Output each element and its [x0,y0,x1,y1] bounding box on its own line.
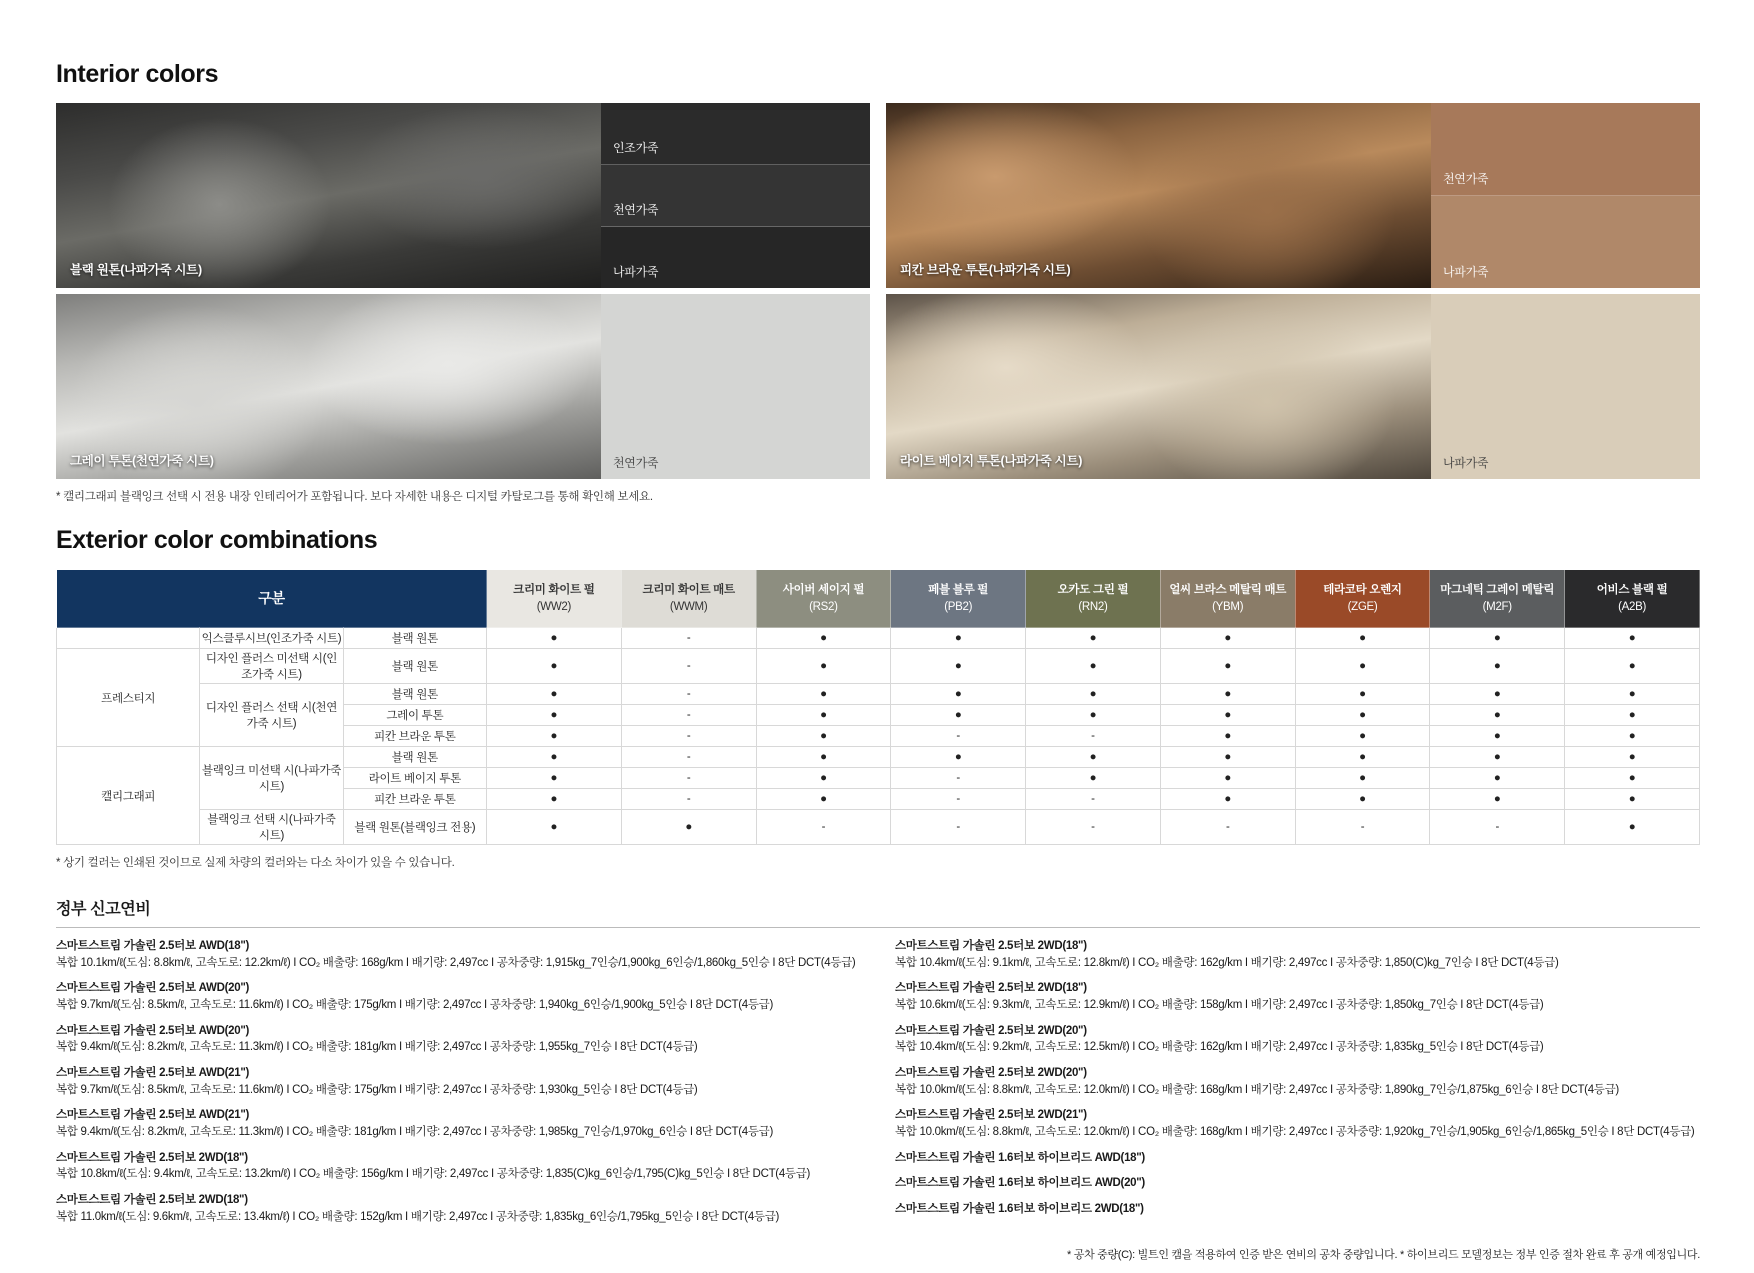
availability-mark: ● [1565,726,1700,747]
fuel-economy-item [895,1107,1700,1140]
table-row [57,810,1700,845]
table-header-color [1026,570,1161,628]
material-swatch-list [601,294,870,479]
availability-mark: ● [1565,810,1700,845]
color-code: (A2B) [1618,600,1647,613]
fuel-model-name: 스마트스트림 가솔린 1.6터보 하이브리드 2WD(18") [895,1203,1144,1216]
availability-mark: - [621,789,756,810]
availability-mark: - [1430,810,1565,845]
availability-mark: ● [756,649,891,684]
divider [56,927,1700,928]
color-code: (WW2) [536,600,572,613]
material-swatch-list [1431,294,1700,479]
color-name: 크리미 화이트 펄 [513,584,595,597]
availability-mark: ● [756,705,891,726]
availability-mark: ● [1430,684,1565,705]
material-swatch-label: 나파가죽 [613,265,659,279]
availability-mark: - [621,726,756,747]
interior-option-label: 피칸 브라운 투톤 [343,789,486,810]
material-swatch [1431,294,1700,479]
table-row [57,628,1700,649]
fuel-economy-note: * 공차 중량(C): 빌트인 캠을 적용하여 인증 받은 연비의 공차 중량입니다. * 하이브리드 모델정보는 정부 인증 절차 완료 후 공개 예정입니다. [1067,1249,1700,1262]
availability-mark: - [621,649,756,684]
material-swatch-label: 나파가죽 [1443,456,1489,470]
color-code: (YBM) [1212,600,1244,613]
trim-group-label: 프레스티지 [57,649,200,747]
availability-mark: ● [1026,747,1161,768]
interior-color-cell [886,294,1700,479]
availability-mark: ● [1430,705,1565,726]
trim-group-label: 캘리그래피 [57,747,200,845]
material-swatch [601,165,870,227]
fuel-economy-item [56,980,861,1013]
availability-mark: ● [1295,747,1430,768]
exterior-footnote: * 상기 컬러는 인쇄된 것이므로 실제 차량의 컬러와는 다소 차이가 있을 수 있습니다. [56,857,455,869]
fuel-list-right [895,938,1700,1234]
fuel-model-detail: 복합 10.4km/ℓ(도심: 9.1km/ℓ, 고속도로: 12.8km/ℓ) I CO₂ 배출량: 162g/km I 배기량: 2,497cc I 공차중량: 1,850(C)kg_7인승 I 8단 DCT(4등급) [895,956,1559,969]
table-header-gubun: 구분 [57,570,487,628]
fuel-economy-item [56,1192,861,1225]
color-name: 사이버 세이지 펄 [782,584,865,597]
availability-mark: ● [1565,649,1700,684]
trim-option-label: 디자인 플러스 미선택 시(인조가죽 시트) [200,649,343,684]
availability-mark: ● [487,789,622,810]
interior-photo-caption: 라이트 베이지 투톤(나파가죽 시트) [900,454,1083,468]
availability-mark: ● [1026,684,1161,705]
fuel-model-detail: 복합 10.0km/ℓ(도심: 8.8km/ℓ, 고속도로: 12.0km/ℓ) I CO₂ 배출량: 168g/km I 배기량: 2,497cc I 공차중량: 1,890kg_7인승/1,875kg_6인승 I 8단 DCT(4등급) [895,1083,1619,1096]
interior-color-cell [56,294,870,479]
fuel-economy-item [895,1201,1700,1218]
availability-mark: ● [1160,768,1295,789]
availability-mark: ● [756,768,891,789]
availability-mark: - [621,768,756,789]
exterior-colors-section [56,526,1700,870]
color-code: (M2F) [1482,600,1512,613]
availability-mark: ● [1295,628,1430,649]
interior-photo-caption: 그레이 투톤(천연가죽 시트) [70,454,214,468]
availability-mark: ● [487,810,622,845]
table-header-color [1160,570,1295,628]
exterior-colors-title: Exterior color combinations [56,526,378,554]
material-swatch [1431,196,1700,288]
availability-mark: ● [1430,649,1565,684]
fuel-model-detail: 복합 10.4km/ℓ(도심: 9.2km/ℓ, 고속도로: 12.5km/ℓ) I CO₂ 배출량: 162g/km I 배기량: 2,497cc I 공차중량: 1,835kg_5인승 I 8단 DCT(4등급) [895,1041,1544,1054]
availability-mark: ● [1565,789,1700,810]
color-name: 어비스 블랙 펄 [1596,584,1668,597]
fuel-model-detail: 복합 10.1km/ℓ(도심: 8.8km/ℓ, 고속도로: 12.2km/ℓ) I CO₂ 배출량: 168g/km I 배기량: 2,497cc I 공차중량: 1,915kg_7인승/1,900kg_6인승/1,860kg_5인승 I 8단 DCT(4등급) [56,956,856,969]
availability-mark: ● [487,726,622,747]
table-header-color [1430,570,1565,628]
fuel-model-name: 스마트스트림 가솔린 2.5터보 AWD(21") [56,1067,250,1080]
availability-mark: - [891,768,1026,789]
availability-mark: - [621,684,756,705]
interior-option-label: 블랙 원톤 [343,684,486,705]
availability-mark: ● [891,684,1026,705]
material-swatch-label: 인조가죽 [613,141,659,155]
fuel-economy-item [895,1150,1700,1167]
interior-photo [886,294,1431,479]
color-code: (PB2) [944,600,973,613]
availability-mark: - [891,789,1026,810]
availability-mark: ● [756,789,891,810]
availability-mark: - [621,747,756,768]
availability-mark: - [891,726,1026,747]
color-code: (RS2) [809,600,838,613]
availability-mark: - [1160,810,1295,845]
color-code: (RN2) [1078,600,1108,613]
material-swatch-label: 나파가죽 [1443,265,1489,279]
material-swatch-label: 천연가죽 [1443,172,1489,186]
availability-mark: ● [487,684,622,705]
availability-mark: - [1026,810,1161,845]
interior-option-label: 그레이 투톤 [343,705,486,726]
fuel-economy-item [56,1150,861,1183]
exterior-color-table [56,569,1700,845]
availability-mark: ● [1160,747,1295,768]
availability-mark: ● [1565,747,1700,768]
interior-option-label: 블랙 원톤 [343,628,486,649]
availability-mark: ● [891,628,1026,649]
availability-mark: ● [1160,705,1295,726]
table-header-color [1295,570,1430,628]
availability-mark: ● [1430,789,1565,810]
availability-mark: ● [1295,684,1430,705]
fuel-economy-item [895,1175,1700,1192]
fuel-economy-item [895,1065,1700,1098]
fuel-list-left [56,938,861,1234]
color-name: 페블 블루 펄 [928,584,989,597]
fuel-economy-title: 정부 신고연비 [56,901,151,918]
table-head [57,570,1700,628]
availability-mark: ● [891,649,1026,684]
interior-option-label: 블랙 원톤 [343,747,486,768]
color-name: 얼씨 브라스 메탈릭 매트 [1169,584,1287,597]
availability-mark: ● [1026,768,1161,789]
availability-mark: ● [487,768,622,789]
availability-mark: ● [1565,628,1700,649]
fuel-model-name: 스마트스트림 가솔린 2.5터보 2WD(18") [56,1194,248,1207]
material-swatch [601,103,870,165]
fuel-model-detail: 복합 10.6km/ℓ(도심: 9.3km/ℓ, 고속도로: 12.9km/ℓ) I CO₂ 배출량: 158g/km I 배기량: 2,497cc I 공차중량: 1,850kg_7인승 I 8단 DCT(4등급) [895,999,1544,1012]
availability-mark: - [1295,810,1430,845]
table-header-color [1565,570,1700,628]
availability-mark: ● [1295,789,1430,810]
table-header-color [756,570,891,628]
fuel-economy-item [56,938,861,971]
color-name: 오카도 그린 펄 [1057,584,1129,597]
availability-mark: ● [1160,684,1295,705]
material-swatch-label: 천연가죽 [613,203,659,217]
trim-option-label: 블랙잉크 미선택 시(나파가죽 시트) [200,747,343,810]
availability-mark: ● [1160,628,1295,649]
availability-mark: ● [1565,705,1700,726]
availability-mark: ● [487,628,622,649]
table-header-color [891,570,1026,628]
availability-mark: ● [1430,628,1565,649]
table-row [57,747,1700,768]
availability-mark: ● [891,747,1026,768]
material-swatch [1431,103,1700,196]
color-name: 마그네틱 그레이 메탈릭 [1440,584,1555,597]
fuel-model-detail: 복합 9.4km/ℓ(도심: 8.2km/ℓ, 고속도로: 11.3km/ℓ) I CO₂ 배출량: 181g/km I 배기량: 2,497cc I 공차중량: 1,985kg_7인승/1,970kg_6인승 I 8단 DCT(4등급) [56,1126,773,1139]
availability-mark: ● [1160,649,1295,684]
availability-mark: - [756,810,891,845]
interior-color-cell [886,103,1700,288]
fuel-model-name: 스마트스트림 가솔린 1.6터보 하이브리드 AWD(18") [895,1151,1145,1164]
material-swatch-list [1431,103,1700,288]
trim-option-label: 익스클루시브(인조가죽 시트) [200,628,343,649]
availability-mark: ● [1160,789,1295,810]
fuel-model-detail: 복합 11.0km/ℓ(도심: 9.6km/ℓ, 고속도로: 13.4km/ℓ) I CO₂ 배출량: 152g/km I 배기량: 2,497cc I 공차중량: 1,835kg_6인승/1,795kg_5인승 I 8단 DCT(4등급) [56,1210,780,1223]
interior-color-cell [56,103,870,288]
interior-option-label: 피칸 브라운 투톤 [343,726,486,747]
availability-mark: ● [756,726,891,747]
fuel-model-detail: 복합 9.7km/ℓ(도심: 8.5km/ℓ, 고속도로: 11.6km/ℓ) I CO₂ 배출량: 175g/km I 배기량: 2,497cc I 공차중량: 1,930kg_5인승 I 8단 DCT(4등급) [56,1083,698,1096]
interior-photo [886,103,1431,288]
availability-mark: ● [1295,649,1430,684]
color-name: 테라코타 오렌지 [1323,584,1402,597]
interior-photo [56,103,601,288]
fuel-model-name: 스마트스트림 가솔린 2.5터보 2WD(18") [56,1151,248,1164]
interior-colors-title: Interior colors [56,60,219,88]
availability-mark: ● [1295,705,1430,726]
fuel-model-detail: 복합 9.4km/ℓ(도심: 8.2km/ℓ, 고속도로: 11.3km/ℓ) I CO₂ 배출량: 181g/km I 배기량: 2,497cc I 공차중량: 1,955kg_7인승 I 8단 DCT(4등급) [56,1041,698,1054]
table-header-color [621,570,756,628]
color-code: (WWM) [669,600,708,613]
trim-option-label: 디자인 플러스 선택 시(천연가죽 시트) [200,684,343,747]
interior-option-label: 라이트 베이지 투톤 [343,768,486,789]
availability-mark: ● [621,810,756,845]
fuel-model-detail: 복합 10.8km/ℓ(도심: 9.4km/ℓ, 고속도로: 13.2km/ℓ) I CO₂ 배출량: 156g/km I 배기량: 2,497cc I 공차중량: 1,835(C)kg_6인승/1,795(C)kg_5인승 I 8단 DCT(4등급) [56,1168,811,1181]
fuel-model-name: 스마트스트림 가솔린 2.5터보 AWD(20") [56,982,250,995]
fuel-economy-item [895,980,1700,1013]
availability-mark: ● [1160,726,1295,747]
fuel-economy-item [895,938,1700,971]
fuel-model-name: 스마트스트림 가솔린 2.5터보 2WD(20") [895,1024,1087,1037]
availability-mark: ● [487,747,622,768]
fuel-model-name: 스마트스트림 가솔린 2.5터보 AWD(21") [56,1109,250,1122]
table-header-color [487,570,622,628]
interior-photo-caption: 피칸 브라운 투톤(나파가죽 시트) [900,263,1071,277]
availability-mark: ● [1026,705,1161,726]
table-header-row [57,570,1700,628]
table-row [57,684,1700,705]
interior-option-label: 블랙 원톤 [343,649,486,684]
fuel-model-name: 스마트스트림 가솔린 2.5터보 2WD(18") [895,940,1087,952]
availability-mark: ● [487,705,622,726]
availability-mark: ● [487,649,622,684]
availability-mark: ● [756,747,891,768]
availability-mark: ● [1026,628,1161,649]
availability-mark: - [1026,726,1161,747]
availability-mark: ● [1565,684,1700,705]
availability-mark: ● [1295,768,1430,789]
availability-mark: ● [1430,747,1565,768]
trim-group-label [57,628,200,649]
color-code: (ZGE) [1347,600,1378,613]
fuel-model-name: 스마트스트림 가솔린 2.5터보 AWD(20") [56,1024,250,1037]
interior-photo [56,294,601,479]
fuel-model-detail: 복합 10.0km/ℓ(도심: 8.8km/ℓ, 고속도로: 12.0km/ℓ) I CO₂ 배출량: 168g/km I 배기량: 2,497cc I 공차중량: 1,920kg_7인승/1,905kg_6인승/1,865kg_5인승 I 8단 DCT(4등급) [895,1126,1695,1139]
availability-mark: ● [891,705,1026,726]
material-swatch [601,227,870,288]
color-name: 크리미 화이트 매트 [642,584,735,597]
interior-option-label: 블랙 원톤(블랙잉크 전용) [343,810,486,845]
availability-mark: ● [1565,768,1700,789]
availability-mark: ● [1026,649,1161,684]
fuel-model-detail: 복합 9.7km/ℓ(도심: 8.5km/ℓ, 고속도로: 11.6km/ℓ) I CO₂ 배출량: 175g/km I 배기량: 2,497cc I 공차중량: 1,940kg_6인승/1,900kg_5인승 I 8단 DCT(4등급) [56,999,773,1012]
availability-mark: ● [1430,726,1565,747]
fuel-economy-section [56,896,1700,1262]
availability-mark: ● [756,684,891,705]
interior-photo-caption: 블랙 원톤(나파가죽 시트) [70,263,202,277]
availability-mark: - [891,810,1026,845]
material-swatch-label: 천연가죽 [613,456,659,470]
fuel-economy-item [56,1107,861,1140]
fuel-economy-item [56,1065,861,1098]
trim-option-label: 블랙잉크 선택 시(나파가죽 시트) [200,810,343,845]
fuel-model-name: 스마트스트림 가솔린 2.5터보 2WD(20") [895,1067,1087,1080]
fuel-model-name: 스마트스트림 가솔린 2.5터보 2WD(21") [895,1109,1087,1122]
table-row [57,649,1700,684]
fuel-model-name: 스마트스트림 가솔린 2.5터보 2WD(18") [895,982,1087,995]
material-swatch-list [601,103,870,288]
availability-mark: ● [1295,726,1430,747]
availability-mark: - [1026,789,1161,810]
fuel-economy-item [56,1023,861,1056]
interior-footnote: * 캘리그래피 블랙잉크 선택 시 전용 내장 인테리어가 포함됩니다. 보다 자세한 내용은 디지털 카탈로그를 통해 확인해 보세요. [56,491,653,503]
availability-mark: - [621,628,756,649]
interior-colors-grid [56,103,1700,479]
fuel-model-name: 스마트스트림 가솔린 1.6터보 하이브리드 AWD(20") [895,1177,1145,1190]
availability-mark: ● [756,628,891,649]
fuel-economy-item [895,1023,1700,1056]
material-swatch [601,294,870,479]
table-body [57,628,1700,845]
availability-mark: - [621,705,756,726]
fuel-model-name: 스마트스트림 가솔린 2.5터보 AWD(18") [56,940,250,952]
availability-mark: ● [1430,768,1565,789]
